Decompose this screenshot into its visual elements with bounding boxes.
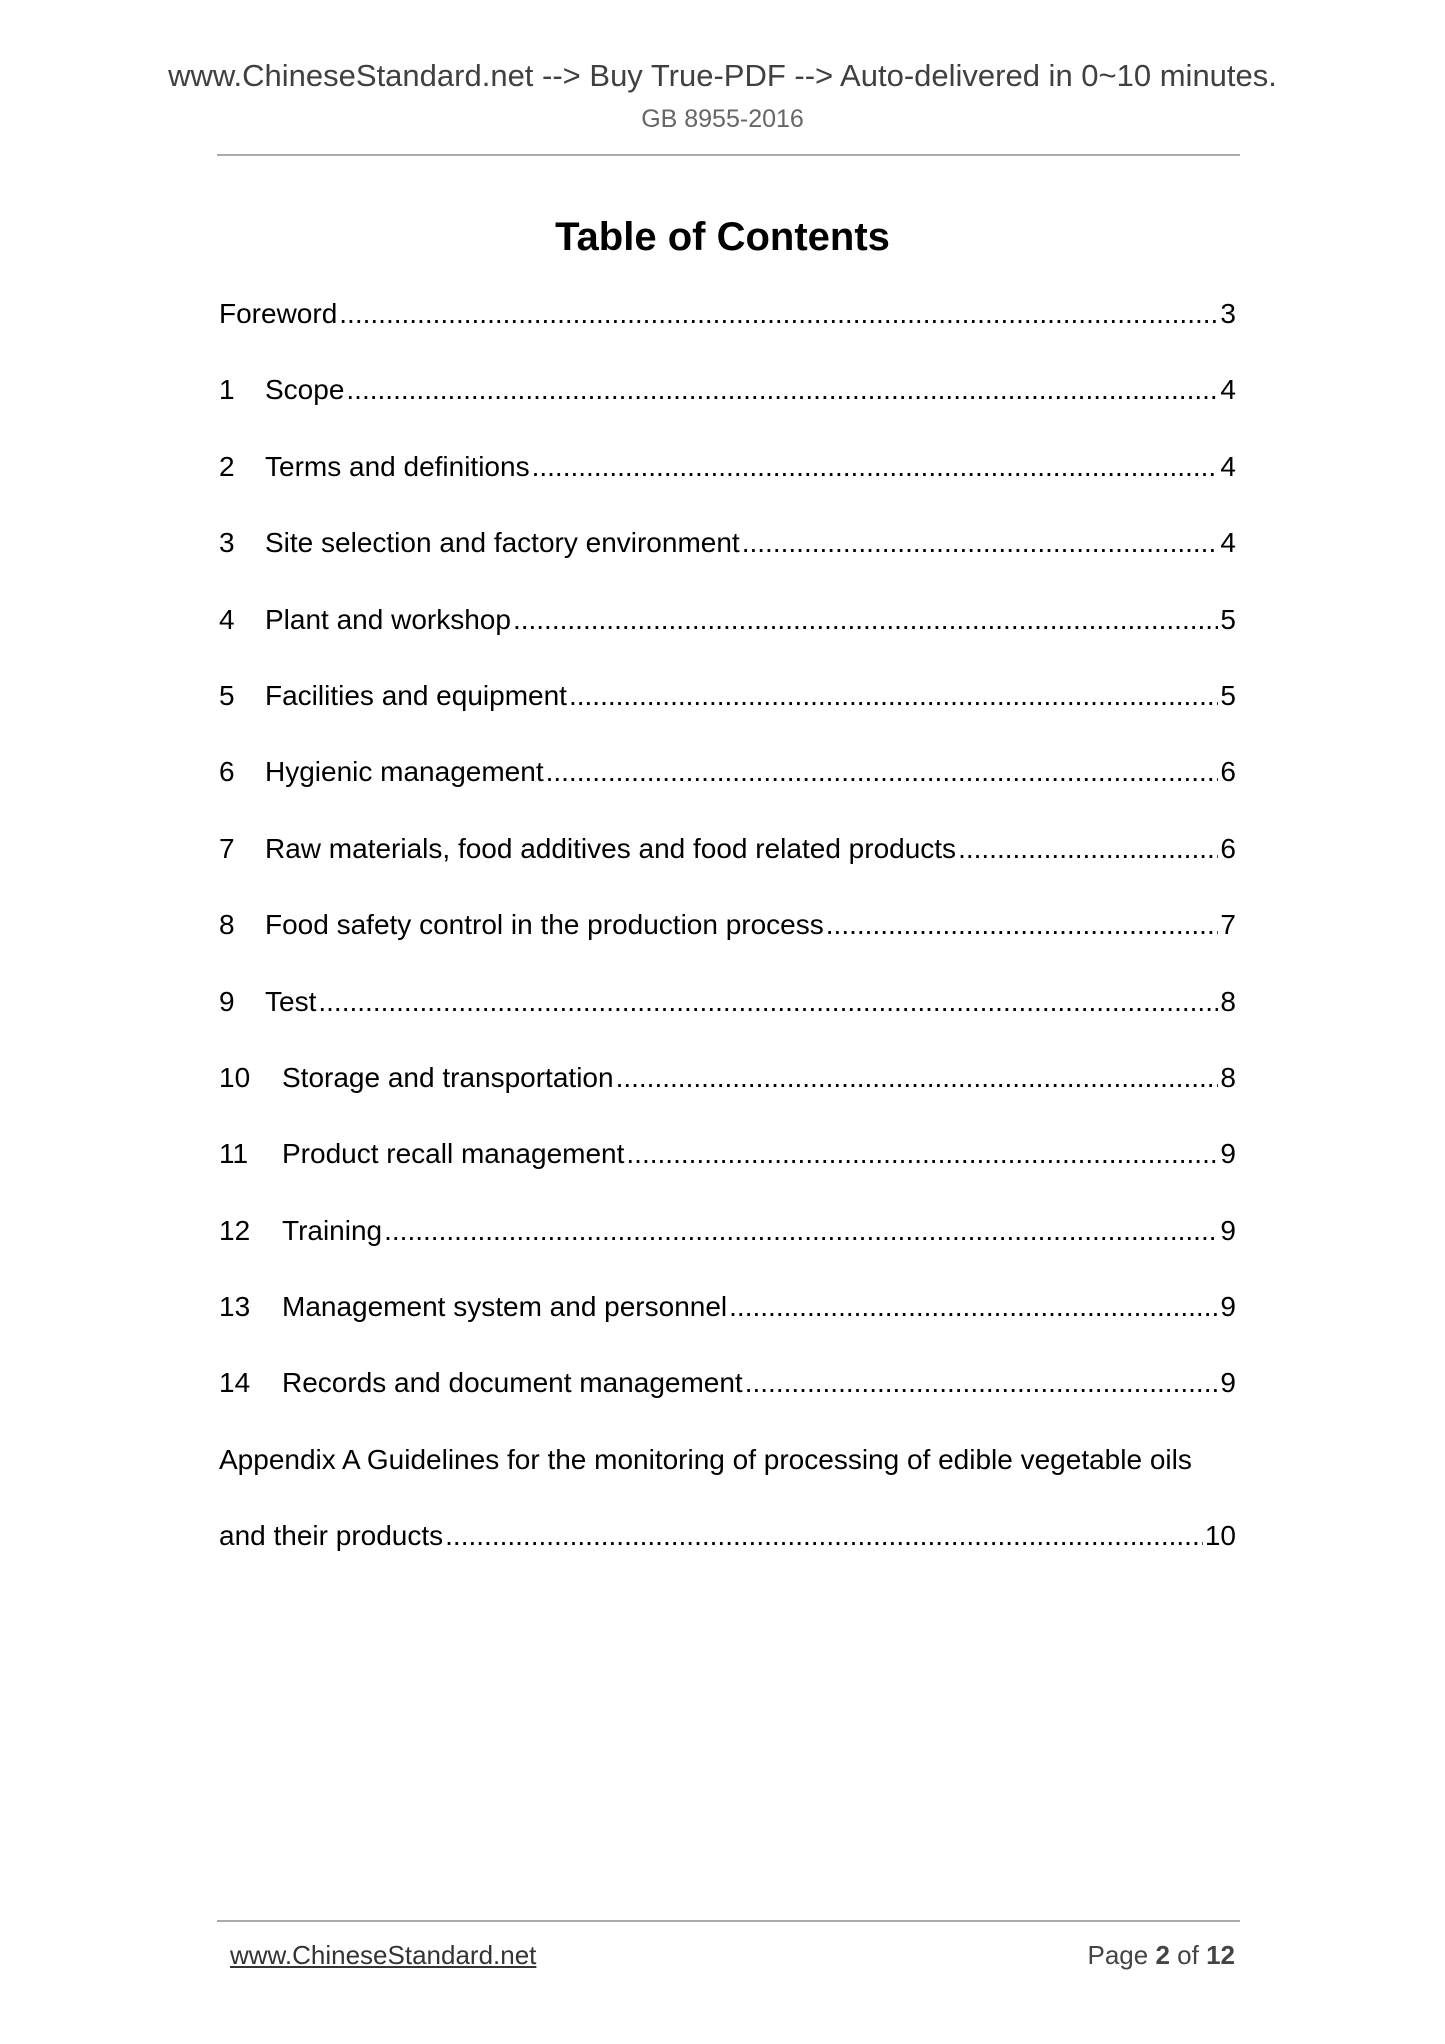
dot-leader (826, 905, 1219, 945)
toc-entry-label: Site selection and factory environment (265, 527, 740, 559)
toc-entry[interactable] (219, 447, 1236, 523)
dot-leader (346, 370, 1218, 410)
toc-entry[interactable] (219, 829, 1236, 905)
toc-entry[interactable] (219, 1287, 1236, 1363)
toc-entry-number: 7 (219, 832, 235, 864)
page-title: Table of Contents (555, 215, 890, 259)
toc-entry[interactable] (219, 523, 1236, 599)
toc-entry-page: 6 (1220, 832, 1236, 864)
page-total: 12 (1206, 1940, 1235, 1970)
dot-leader (339, 294, 1218, 334)
toc-entry-number: 5 (219, 679, 235, 711)
appendix-label-line2: and their products (219, 1520, 444, 1552)
footer-link[interactable]: www.ChineseStandard.net (230, 1940, 537, 1970)
toc-entry[interactable] (219, 600, 1236, 676)
toc-entry-number: 3 (219, 527, 235, 559)
page-number: 2 (1155, 1940, 1170, 1970)
toc-entry-page: 5 (1220, 679, 1236, 711)
dot-leader (513, 600, 1218, 640)
appendix-page: 10 (1204, 1520, 1236, 1552)
toc-entry-page: 9 (1220, 1214, 1236, 1246)
header-divider (217, 154, 1240, 156)
toc-entry-label: Plant and workshop (265, 603, 511, 635)
page-word: Page (1087, 1940, 1149, 1970)
appendix-entry-line1 (219, 1440, 1236, 1516)
toc-entry-label: Test (265, 985, 317, 1017)
toc-entry-number: 13 (219, 1291, 251, 1323)
toc-entry-label: Hygienic management (265, 756, 544, 788)
toc-entry-page: 8 (1220, 985, 1236, 1017)
document-id: GB 8955-2016 (641, 105, 804, 133)
toc-entry-number: 1 (219, 374, 235, 406)
toc-entry-page: 4 (1220, 527, 1236, 559)
dot-leader (546, 752, 1219, 792)
dot-leader (616, 1058, 1219, 1098)
page-indicator (1087, 1940, 1235, 1971)
dot-leader (742, 523, 1219, 563)
toc-entry-number: 11 (219, 1138, 249, 1170)
toc-entry-number: 9 (219, 985, 235, 1017)
toc-entry-label: Records and document management (282, 1367, 743, 1399)
of-word: of (1177, 1940, 1199, 1970)
toc-entry-page: 7 (1220, 909, 1236, 941)
toc-entry-number: 6 (219, 756, 235, 788)
toc-entry-page: 3 (1220, 298, 1236, 329)
toc-entry-label: Raw materials, food additives and food related products (265, 832, 957, 864)
dot-leader (745, 1363, 1219, 1403)
appendix-entry[interactable] (219, 1516, 1236, 1592)
toc-entry[interactable] (219, 1058, 1236, 1134)
appendix-label-line1: Appendix A Guidelines for the monitoring of processing of edible vegetable oils (219, 1443, 1192, 1475)
dot-leader (384, 1211, 1218, 1251)
dot-leader (958, 829, 1218, 869)
dot-leader (569, 676, 1218, 716)
toc-entry[interactable] (219, 1211, 1236, 1287)
toc-entry-number: 12 (219, 1214, 251, 1246)
toc-entry[interactable] (219, 370, 1236, 446)
toc-entry-number: 8 (219, 909, 235, 941)
toc-entry-label: Scope (265, 374, 345, 406)
toc-entry-page: 8 (1220, 1061, 1236, 1093)
toc-entry-page: 9 (1220, 1138, 1236, 1170)
toc-entry-page: 9 (1220, 1367, 1236, 1399)
toc-entry[interactable] (219, 1134, 1236, 1210)
toc-entry-number: 10 (219, 1061, 251, 1093)
toc-entry-label: Product recall management (282, 1138, 625, 1170)
toc-entry-number: 4 (219, 603, 235, 635)
toc-entry[interactable] (219, 1363, 1236, 1439)
toc-entry[interactable] (219, 676, 1236, 752)
header-banner: www.ChineseStandard.net --> Buy True-PDF --> Auto-delivered in 0~10 minutes. (168, 58, 1277, 93)
toc-entry-number: 2 (219, 450, 235, 482)
toc-entry-page: 4 (1220, 450, 1236, 482)
dot-leader (445, 1516, 1203, 1556)
toc-entry[interactable] (219, 752, 1236, 828)
toc-entry-label: Training (282, 1214, 383, 1246)
dot-leader (626, 1134, 1218, 1174)
dot-leader (532, 447, 1219, 487)
toc-entry[interactable] (219, 294, 1236, 370)
toc-entry[interactable] (219, 905, 1236, 981)
toc-entry-label: Storage and transportation (282, 1061, 614, 1093)
toc-entry-label: Food safety control in the production process (265, 909, 824, 941)
dot-leader (318, 982, 1218, 1022)
dot-leader (729, 1287, 1218, 1327)
toc-entry-page: 9 (1220, 1291, 1236, 1323)
toc-entry-page: 6 (1220, 756, 1236, 788)
toc-entry-label: Foreword (219, 298, 338, 329)
toc-entry-label: Terms and definitions (265, 450, 530, 482)
toc-entry-page: 5 (1220, 603, 1236, 635)
footer-divider (217, 1920, 1240, 1922)
toc-entry-label: Facilities and equipment (265, 679, 567, 711)
toc-entry-label: Management system and personnel (282, 1291, 728, 1323)
toc-entry[interactable] (219, 982, 1236, 1058)
toc-entry-number: 14 (219, 1367, 251, 1399)
table-of-contents (219, 294, 1236, 1593)
toc-entry-page: 4 (1220, 374, 1236, 406)
